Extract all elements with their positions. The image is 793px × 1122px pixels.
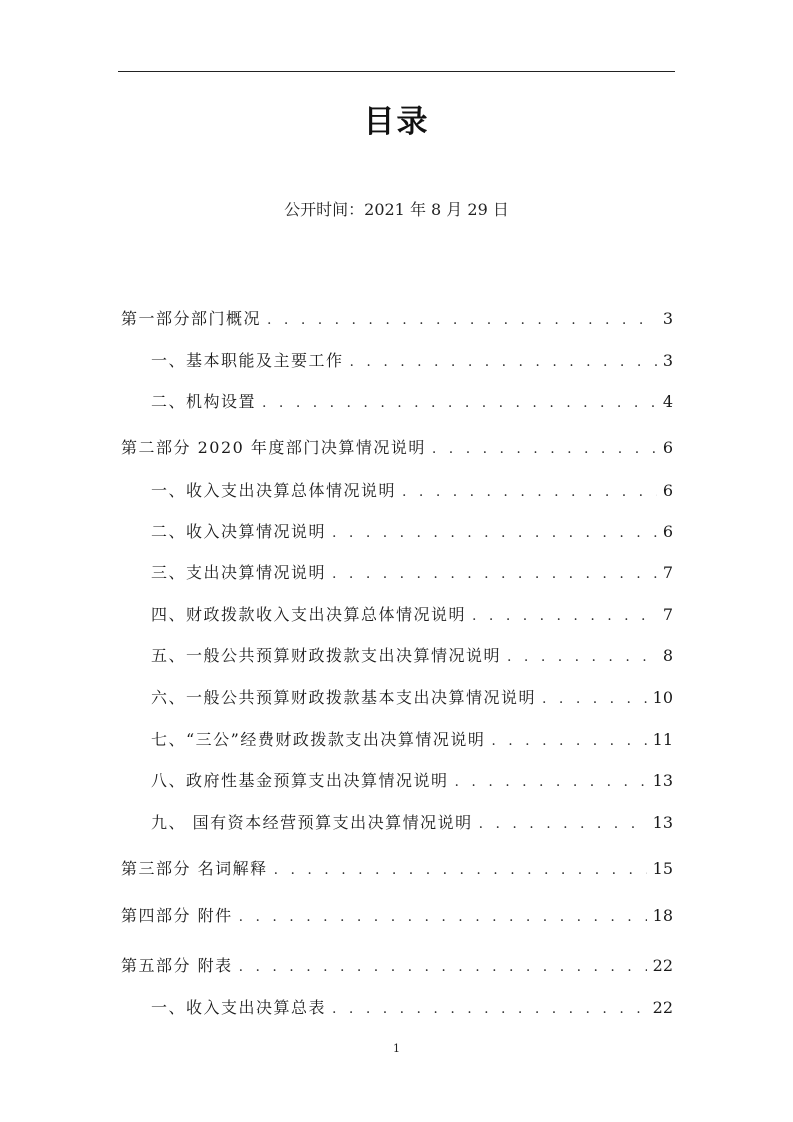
toc-leader-dots [332,521,657,545]
toc-entry-page: 15 [652,859,673,878]
toc-entry[interactable] [151,561,673,585]
toc-leader-dots [262,391,657,415]
toc-entry[interactable] [151,479,673,503]
toc-leader-dots [472,604,657,628]
toc-entry-page: 10 [652,688,673,707]
toc-leader-dots [542,687,647,711]
toc-entry-page: 3 [662,309,673,328]
toc-leader-dots [332,997,647,1021]
toc-entry[interactable] [121,954,673,978]
toc-entry-page: 22 [652,956,673,975]
toc-entry-text: 第三部分 名词解释 [121,859,268,878]
toc-leader-dots [267,308,657,332]
toc-leader-dots [332,562,657,586]
toc-entry[interactable] [151,520,673,544]
toc-leader-dots [350,350,657,374]
publish-date: 公开时间：2021 年 8 月 29 日 [284,200,509,219]
toc-entry-page: 6 [662,481,673,500]
toc-entry-text: 第四部分 附件 [121,906,233,925]
toc-entry[interactable] [151,390,673,414]
toc-leader-dots [402,480,657,504]
toc-entry-page: 8 [662,646,673,665]
toc-entry[interactable] [151,769,673,793]
toc-entry-text: 第二部分 2020 年度部门决算情况说明 [121,438,426,457]
toc-leader-dots [479,812,647,836]
toc-entry[interactable] [151,349,673,373]
toc-entry-page: 13 [652,771,673,790]
toc-entry-text: 一、收入支出决算总表 [151,998,327,1017]
toc-entry[interactable] [121,857,673,881]
toc-entry-page: 3 [662,351,673,370]
toc-entry-text: 六、一般公共预算财政拨款基本支出决算情况说明 [151,688,537,707]
toc-entry[interactable] [121,904,673,928]
toc-leader-dots [507,645,657,669]
toc-entry-page: 11 [652,730,673,749]
toc-entry[interactable] [151,686,673,710]
toc-leader-dots [455,770,647,794]
header-rule [118,71,675,72]
toc-entry-text: 八、政府性基金预算支出决算情况说明 [151,771,449,790]
toc-entry-text: 第一部分部门概况 [121,309,262,328]
toc-entry-text: 七、“三公”经费财政拨款支出决算情况说明 [151,730,486,749]
toc-entry[interactable] [151,728,673,752]
toc-leader-dots [491,729,646,753]
toc-leader-dots [274,858,647,882]
toc-entry[interactable] [151,996,673,1020]
toc-entry-text: 一、收入支出决算总体情况说明 [151,481,397,500]
toc-entry[interactable] [121,436,673,460]
page-number: 1 [393,1042,400,1055]
toc-entry-page: 18 [652,906,673,925]
toc-entry[interactable] [151,811,673,835]
toc-entry-page: 7 [662,605,673,624]
toc-leader-dots [239,905,647,929]
toc-entry-text: 九、 国有资本经营预算支出决算情况说明 [151,813,473,832]
toc-entry-page: 13 [652,813,673,832]
page-title: 目录 [363,104,430,140]
toc-entry[interactable] [151,603,673,627]
toc-entry-page: 6 [662,438,673,457]
toc-entry-text: 二、机构设置 [151,392,257,411]
toc-entry-text: 三、支出决算情况说明 [151,563,327,582]
toc-entry-page: 6 [662,522,673,541]
toc-entry[interactable] [151,644,673,668]
toc-entry-page: 4 [662,392,673,411]
toc-entry-page: 7 [662,563,673,582]
toc-entry[interactable] [121,307,673,331]
toc-entry-text: 第五部分 附表 [121,956,233,975]
toc-entry-text: 一、基本职能及主要工作 [151,351,344,370]
toc-entry-text: 二、收入决算情况说明 [151,522,327,541]
toc-leader-dots [239,955,647,979]
toc-entry-text: 五、一般公共预算财政拨款支出决算情况说明 [151,646,502,665]
toc-leader-dots [432,437,657,461]
toc-entry-page: 22 [652,998,673,1017]
toc-entry-text: 四、财政拨款收入支出决算总体情况说明 [151,605,467,624]
